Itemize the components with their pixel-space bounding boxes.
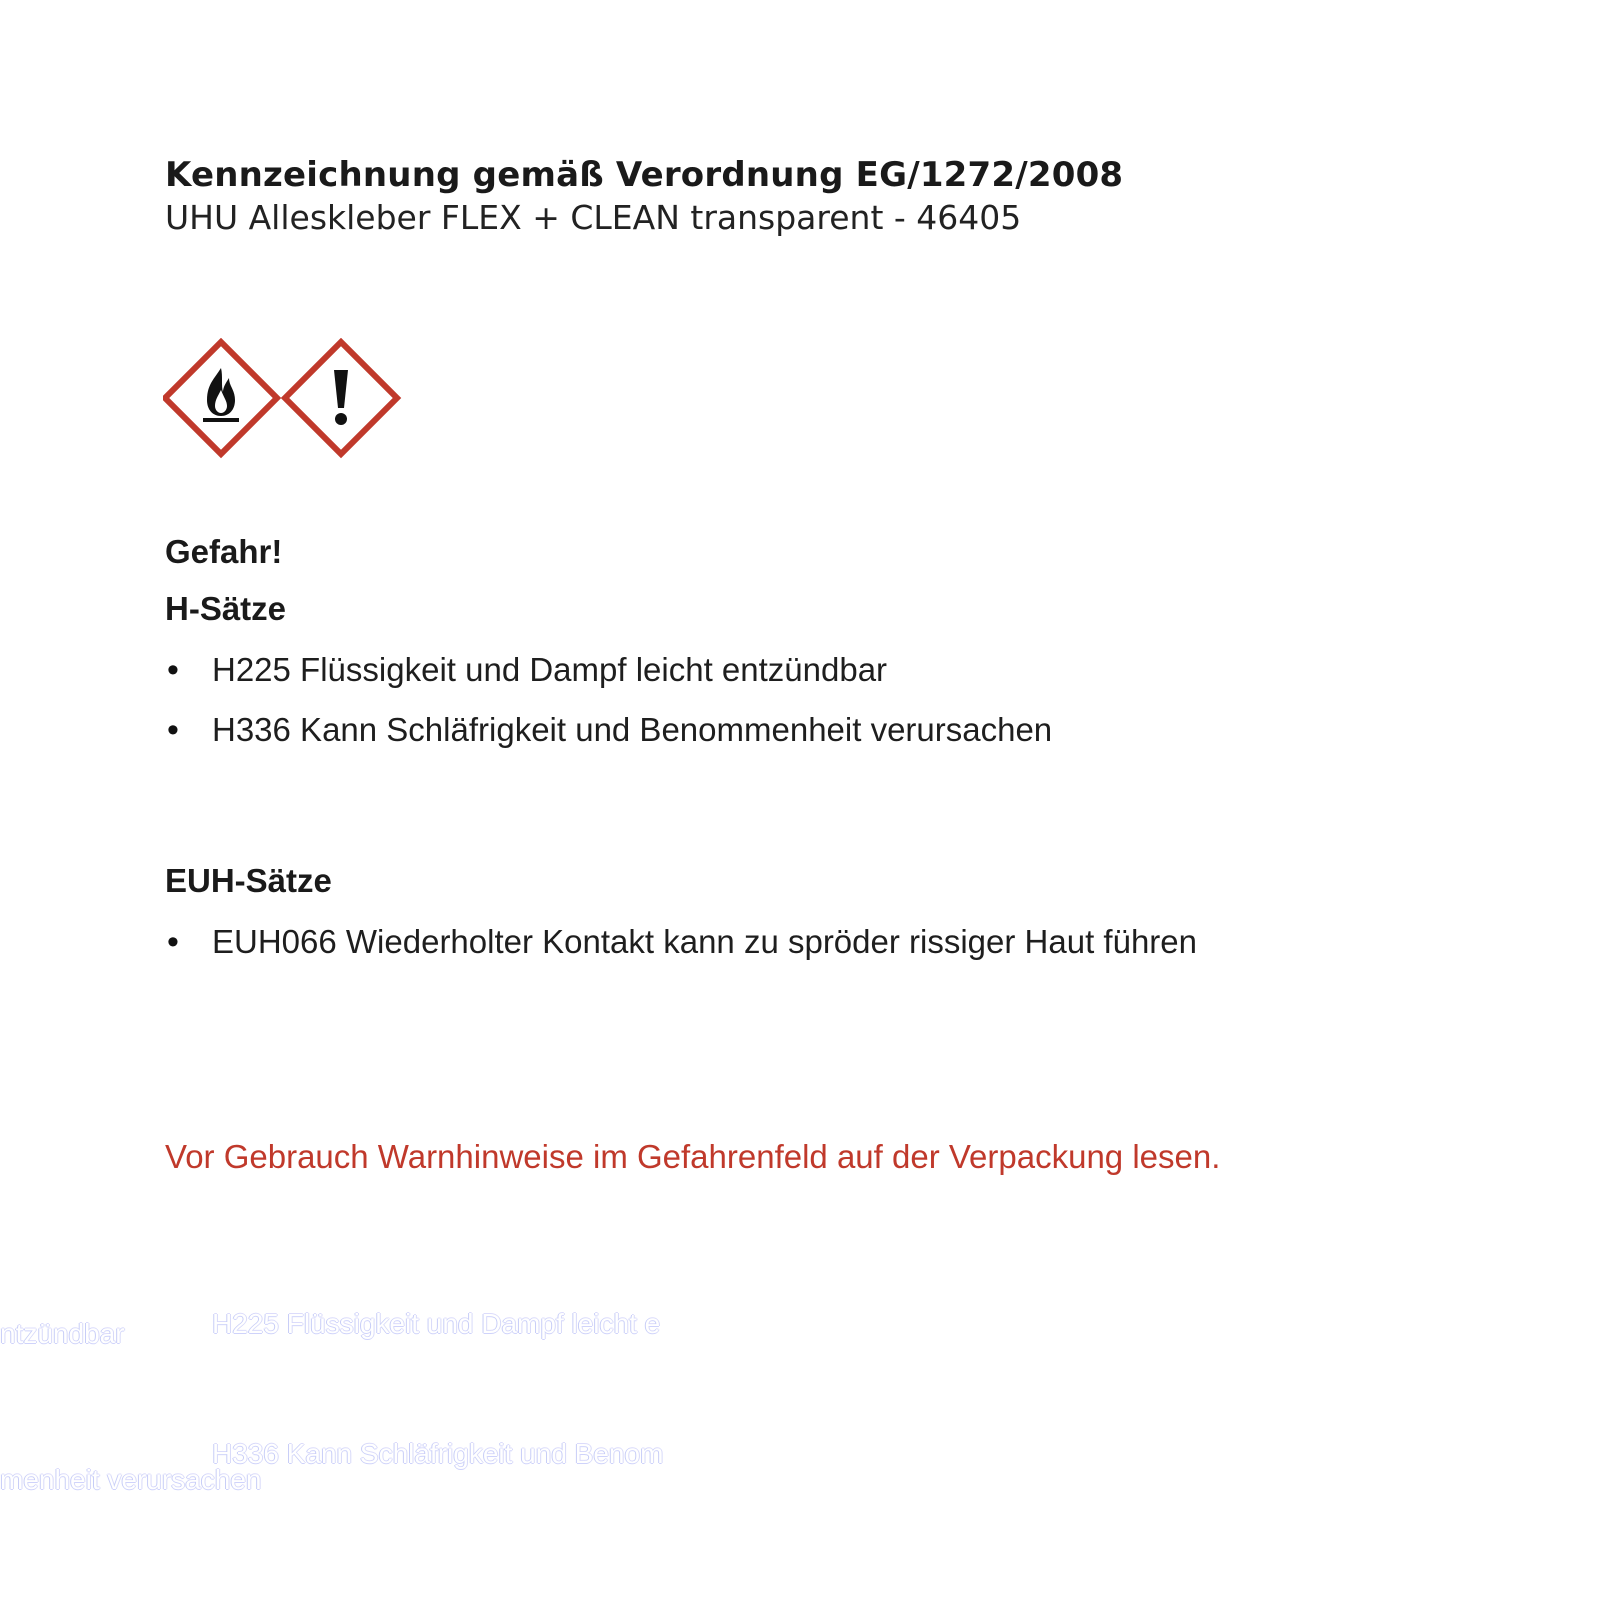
- ghost-text: H336 Kann Schläfrigkeit und Benom: [212, 1438, 664, 1469]
- ghost-text: menheit verursachen: [0, 1464, 262, 1495]
- exclamation-pictogram-icon: [285, 342, 397, 454]
- euh-statements-list: [165, 912, 1215, 972]
- precaution-advice: Vor Gebrauch Warnhinweise im Gefahrenfeld auf der Verpackung lesen.: [165, 1138, 1221, 1175]
- h-statements-heading: H-Sätze: [165, 590, 287, 627]
- ghs-pictograms: [163, 338, 413, 468]
- ghost-text: ntzündbar: [0, 1318, 125, 1349]
- euh-statements-heading: EUH-Sätze: [165, 862, 332, 899]
- ghost-text: H225 Flüssigkeit und Dampf leicht e: [212, 1308, 661, 1339]
- product-name: UHU Alleskleber FLEX + CLEAN transparent - 46405: [165, 198, 1022, 237]
- list-item: • EUH066 Wiederholter Kontakt kann zu spröder rissiger Haut führen: [165, 912, 1215, 972]
- page-title: Kennzeichnung gemäß Verordnung EG/1272/2008: [165, 155, 1124, 195]
- list-item: • H225 Flüssigkeit und Dampf leicht entzündbar: [165, 640, 1265, 700]
- h-statements-list: [165, 640, 1265, 760]
- list-item: • H336 Kann Schläfrigkeit und Benommenheit verursachen: [165, 700, 1265, 760]
- flame-pictogram-icon: [165, 342, 277, 454]
- signal-word: Gefahr!: [165, 533, 283, 570]
